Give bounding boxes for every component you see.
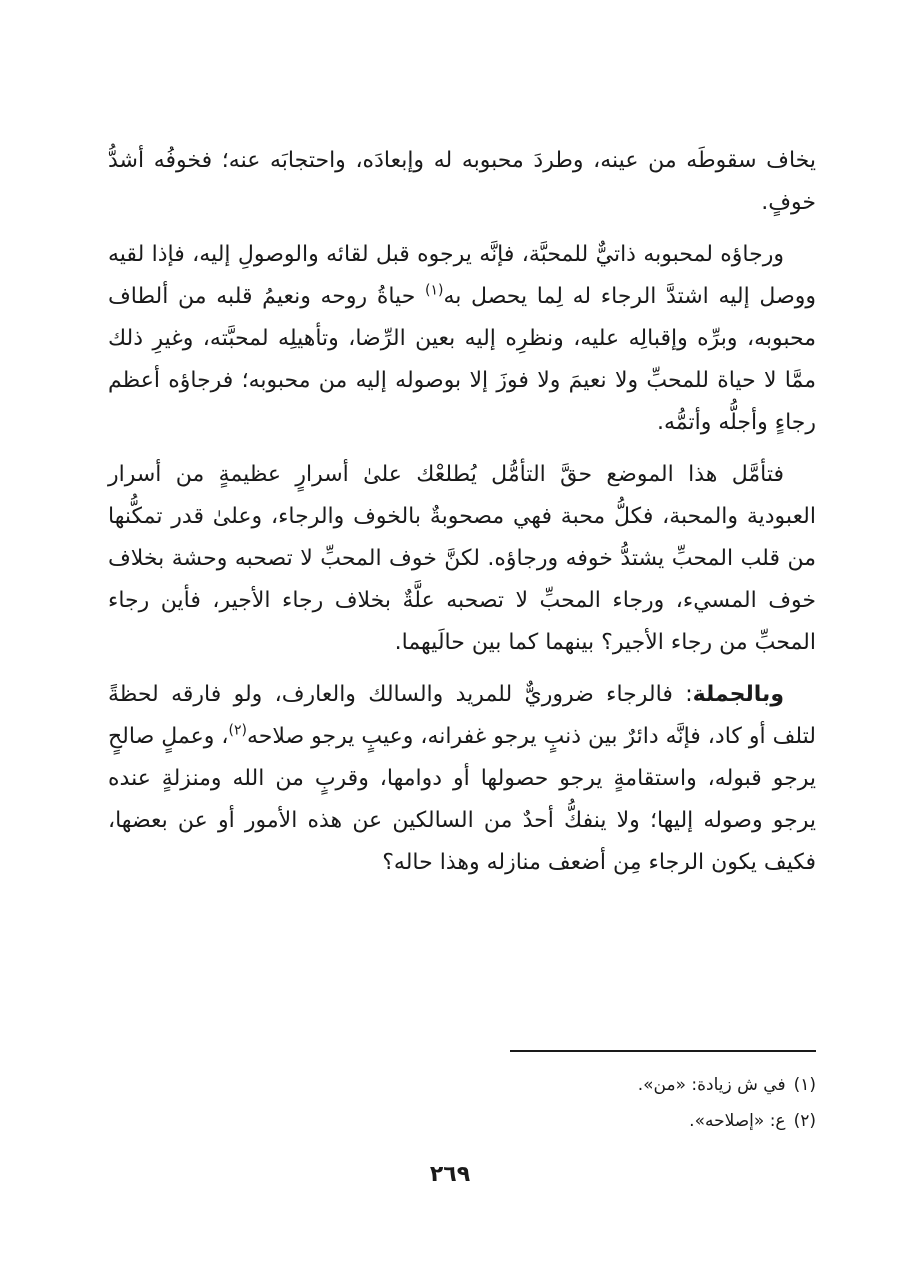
footnote-2 [510, 1106, 816, 1136]
page-body [108, 140, 816, 894]
paragraph-4-lead-word: وبالجملة [692, 682, 784, 707]
footnote-ref-2[interactable]: (٢) [228, 722, 247, 739]
footnote-1 [510, 1070, 816, 1100]
paragraph-2-text-end: حياةُ روحه ونعيمُ قلبه من ألطاف محبوبه، وبرِّه وإقبالِه عليه، ونظرِه إليه بعين الرِّضا، وتأهيلِه لمحبَّته، وغيرِ ذلك ممَّا لا حياة للمحبِّ ولا نعيمَ ولا فوزَ إلا بوصوله إليه من محبوبه؛ فرجاؤه أعظم رجاءٍ وأجلُّه وأتمُّه. [108, 284, 816, 435]
footnote-1-number: (١) [793, 1075, 816, 1095]
page-number: ٢٦٩ [429, 1162, 471, 1187]
paragraph-4-text-start: : فالرجاء ضروريٌّ للمريد والسالك والعارف، ولو فارقه لحظةً لتلف أو كاد، فإنَّه دائرٌ بين ذنبٍ يرجو غفرانه، وعيبٍ يرجو صلاحه [108, 682, 816, 749]
footnote-divider [510, 1050, 816, 1052]
footnote-ref-1[interactable]: (١) [424, 282, 444, 299]
paragraph-2 [108, 234, 816, 444]
paragraph-3 [108, 454, 816, 664]
paragraph-1-text: يخاف سقوطَه من عينه، وطردَ محبوبه له وإبعادَه، واحتجابَه عنه؛ فخوفُه أشدُّ خوفٍ. [108, 148, 816, 215]
paragraph-1 [108, 140, 816, 224]
paragraph-3-text: فتأمَّل هذا الموضع حقَّ التأمُّل يُطلعْك علىٰ أسرارٍ عظيمةٍ من أسرار العبودية والمحبة، فكلُّ محبة فهي مصحوبةٌ بالخوف والرجاء، وعلىٰ قدر تمكُّنها من قلب المحبِّ يشتدُّ خوفه ورجاؤه. لكنَّ خوف المحبِّ لا تصحبه وحشة بخلاف خوف المسيء، ورجاء المحبِّ لا تصحبه علَّةٌ بخلاف رجاء الأجير، فأين رجاء المحبِّ من رجاء الأجير؟ بينهما كما بين حالَيهما. [108, 462, 816, 655]
footnotes [510, 1070, 816, 1142]
paragraph-4 [108, 674, 816, 884]
footnote-2-number: (٢) [793, 1111, 816, 1131]
footnote-2-text: ع: «إصلاحه». [689, 1111, 786, 1131]
footnote-1-text: في ش زيادة: «من». [637, 1075, 786, 1095]
paragraph-4-text-end: ، وعملٍ صالحٍ يرجو قبوله، واستقامةٍ يرجو حصولها أو دوامها، وقربٍ من الله ومنزلةٍ عنده يرجو وصوله إليها؛ ولا ينفكُّ أحدٌ من السالكين عن هذه الأمور أو عن بعضها، فكيف يكون الرجاء مِن أضعف منازله وهذا حاله؟ [107, 724, 816, 875]
paragraph-2-text-start: ورجاؤه لمحبوبه ذاتيٌّ للمحبَّة، فإنَّه يرجوه قبل لقائه والوصولِ إليه، فإذا لقيه ووصل إليه اشتدَّ الرجاء له لِما يحصل به [108, 242, 816, 309]
